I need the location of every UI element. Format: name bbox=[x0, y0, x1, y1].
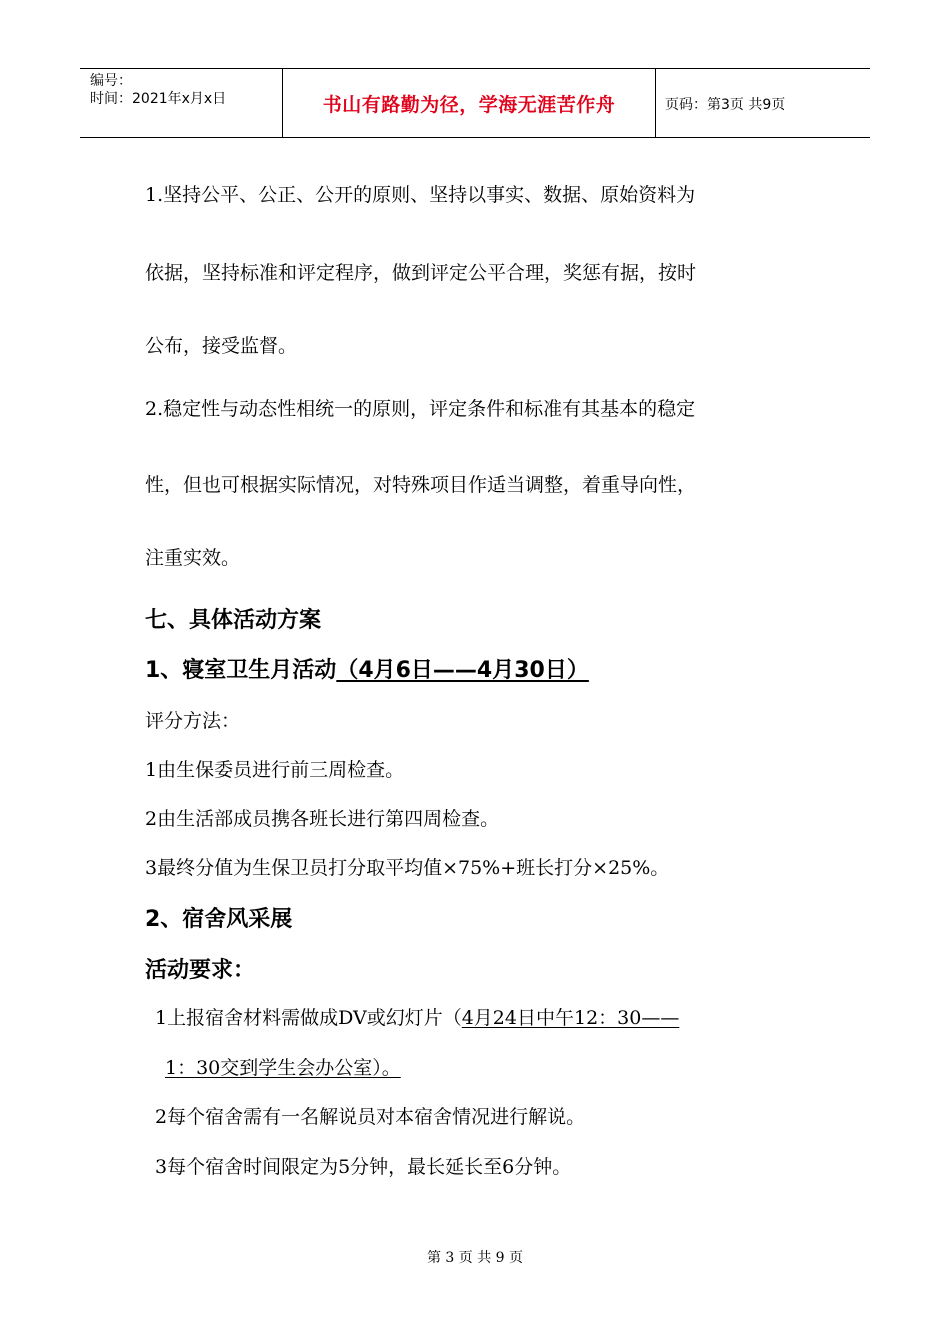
requirements-heading: 活动要求： bbox=[145, 958, 256, 983]
requirement-2: 2每个宿舍需有一名解说员对本宿舍情况进行解说。 bbox=[155, 1106, 586, 1128]
scoring-item-3: 3最终分值为生保卫员打分取平均值×75%+班长打分×25%。 bbox=[145, 857, 670, 879]
activity-1-heading bbox=[145, 653, 589, 684]
paragraph-1-line-3: 公布，接受监督。 bbox=[145, 335, 298, 357]
scoring-item-1: 1由生保委员进行前三周检查。 bbox=[145, 759, 405, 781]
header-page-number: 页码：第3页 共9页 bbox=[665, 97, 786, 113]
doc-number-label: 编号： bbox=[90, 73, 132, 89]
page-header bbox=[80, 68, 870, 138]
activity-2-heading: 2、宿舍风采展 bbox=[145, 907, 293, 932]
doc-time-label: 时间：2021年x月x日 bbox=[90, 91, 227, 107]
header-meta bbox=[80, 69, 283, 137]
page-footer: 第 3 页 共 9 页 bbox=[426, 1250, 524, 1266]
paragraph-2-line-1: 2.稳定性与动态性相统一的原则，评定条件和标准有其基本的稳定 bbox=[145, 398, 696, 420]
requirement-1-deadline: 4月24日中午12：30—— bbox=[461, 1007, 680, 1029]
activity-1-title: 1、寝室卫生月活动 bbox=[145, 658, 337, 683]
scoring-item-2: 2由生活部成员携各班长进行第四周检查。 bbox=[145, 808, 500, 830]
requirement-1-line-2: 1：30交到学生会办公室）。 bbox=[165, 1057, 401, 1079]
paragraph-1-line-1: 1.坚持公平、公正、公开的原则、坚持以事实、数据、原始资料为 bbox=[145, 184, 696, 206]
requirement-1-text: 1上报宿舍材料需做成DV或幻灯片（ bbox=[155, 1007, 462, 1029]
activity-1-date: （4月6日——4月30日） bbox=[336, 658, 589, 683]
requirement-1-line-1 bbox=[155, 1003, 679, 1030]
section-heading: 七、具体活动方案 bbox=[145, 608, 322, 633]
paragraph-1-line-2: 依据，坚持标准和评定程序，做到评定公平合理，奖惩有据，按时 bbox=[145, 262, 697, 284]
scoring-label: 评分方法： bbox=[145, 710, 241, 732]
header-motto: 书山有路勤为径，学海无涯苦作舟 bbox=[322, 93, 616, 116]
requirement-3: 3每个宿舍时间限定为5分钟，最长延长至6分钟。 bbox=[155, 1156, 572, 1178]
header-motto-cell bbox=[283, 69, 656, 137]
paragraph-2-line-2: 性，但也可根据实际情况，对特殊项目作适当调整，着重导向性， bbox=[145, 474, 697, 496]
paragraph-2-line-3: 注重实效。 bbox=[145, 547, 241, 569]
